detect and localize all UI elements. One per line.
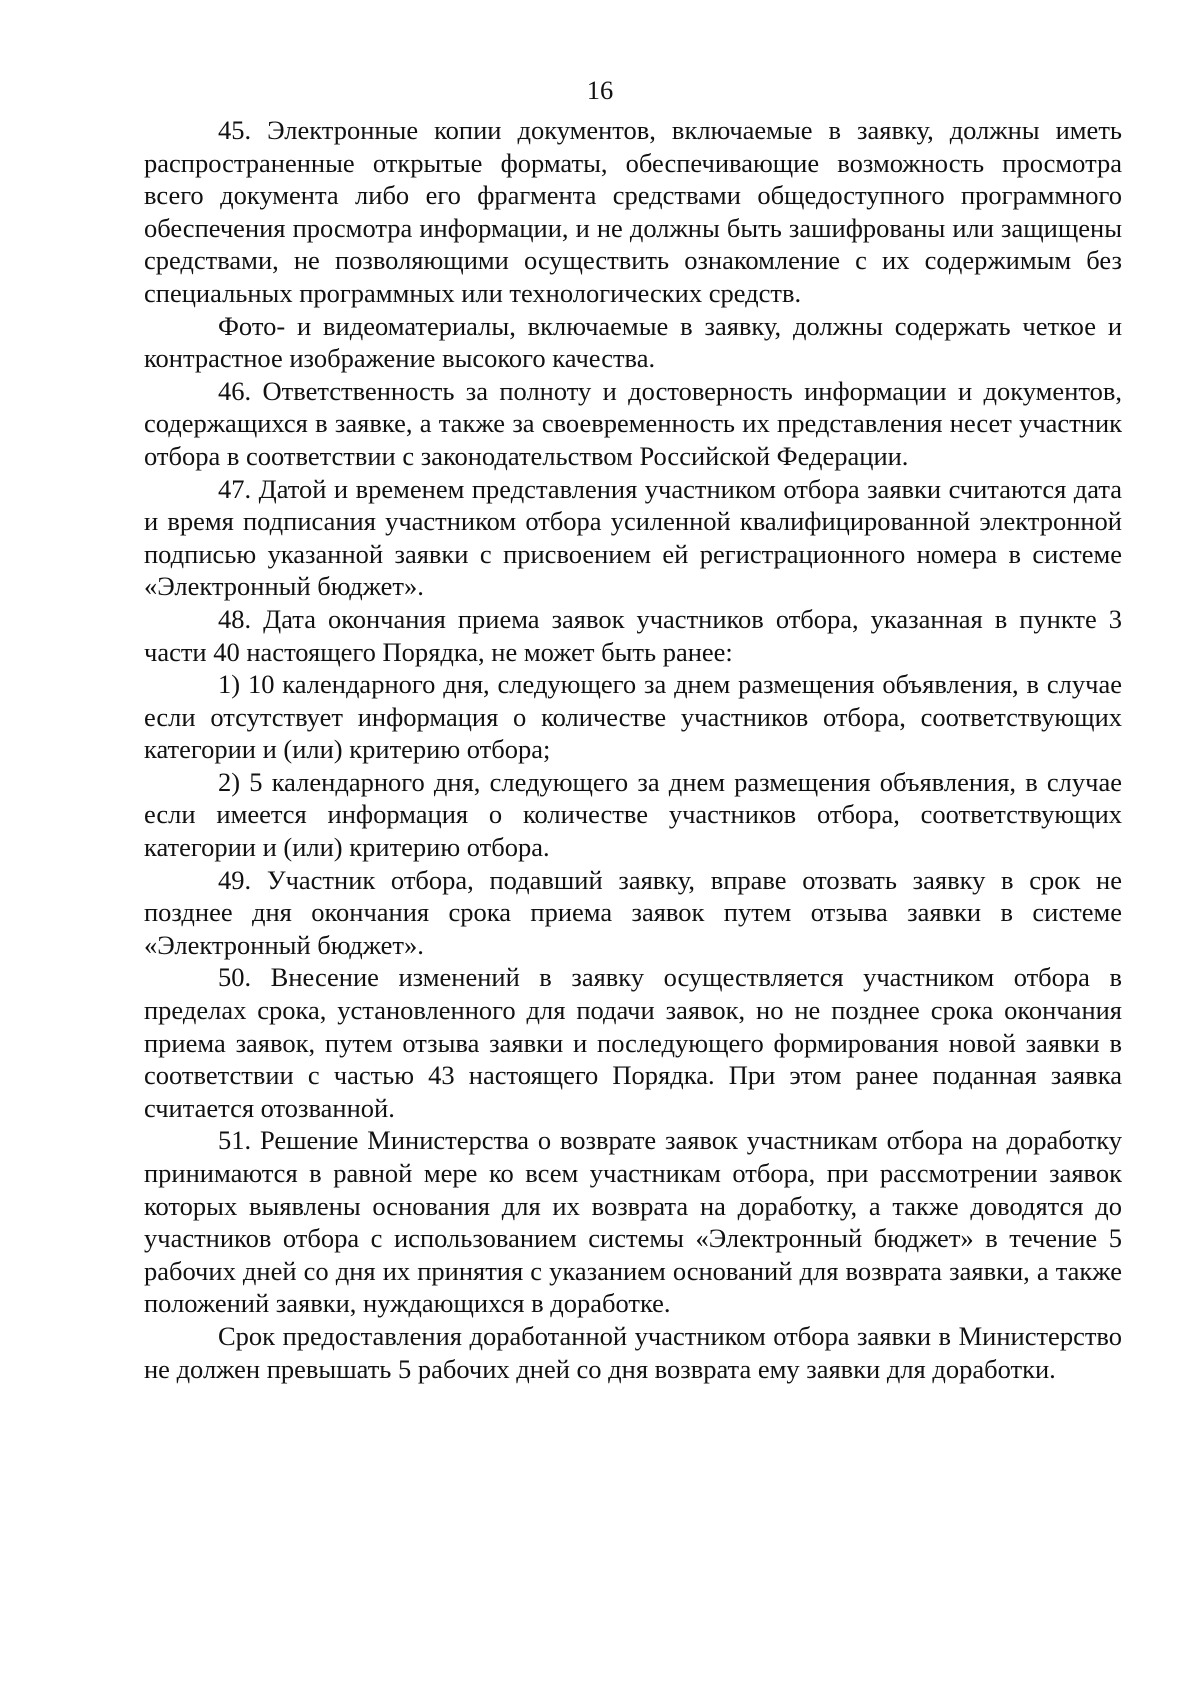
paragraph-photo-video-materials: Фото- и видеоматериалы, включаемые в заявку, должны содержать четкое и контрастное изображение высокого качества. — [144, 310, 1122, 374]
page-number: 16 — [586, 75, 614, 105]
paragraph-50-amendments: 50. Внесение изменений в заявку осуществляется участником отбора в пределах срока, установленного для подачи заявок, но не позднее срока окончания приема заявок, путем отзыва заявки и последующего формирования новой заявки в соответствии с частью 43 настоящего Порядка. При этом ранее поданная заявка считается отозванной. — [144, 962, 1122, 1123]
paragraph-48-deadline: 48. Дата окончания приема заявок участников отбора, указанная в пункте 3 части 40 настоящего Порядка, не может быть ранее: — [144, 603, 1122, 667]
list-item-48-2: 2) 5 календарного дня, следующего за днем размещения объявления, в случае если имеется информация о количестве участников отбора, соответствующих категории и (или) критерию отбора. — [144, 766, 1122, 863]
paragraph-51-return-for-revision: 51. Решение Министерства о возврате заявок участникам отбора на доработку принимаются в равной мере ко всем участникам отбора, при рассмотрении заявок которых выявлены основания для их возврата на доработку, а также доводятся до участников отбора с использованием системы «Электронный бюджет» в течение 5 рабочих дней со дня их принятия с указанием оснований для возврата заявки, а также положений заявки, нуждающихся в доработке. — [144, 1125, 1122, 1319]
document-body — [144, 114, 1122, 1385]
paragraph-46-responsibility: 46. Ответственность за полноту и достоверность информации и документов, содержащихся в заявке, а также за своевременность их представления несет участник отбора в соответствии с законодательством Российской Федерации. — [144, 375, 1122, 471]
paragraph-47-submission-date: 47. Датой и временем представления участником отбора заявки считаются дата и время подписания участником отбора усиленной квалифицированной электронной подписью указанной заявки с присвоением ей регистрационного номера в системе «Электронный бюджет». — [144, 473, 1122, 602]
list-item-48-1: 1) 10 календарного дня, следующего за днем размещения объявления, в случае если отсутствует информация о количестве участников отбора, соответствующих категории и (или) критерию отбора; — [144, 669, 1122, 765]
paragraph-45-electronic-copies: 45. Электронные копии документов, включаемые в заявку, должны иметь распространенные открытые форматы, обеспечивающие возможность просмотра всего документа либо его фрагмента средствами общедоступного программного обеспечения просмотра информации, и не должны быть зашифрованы или защищены средствами, не позволяющими осуществить ознакомление с их содержимым без специальных программных или технологических средств. — [144, 115, 1122, 308]
paragraph-revision-deadline: Срок предоставления доработанной участником отбора заявки в Министерство не должен превышать 5 рабочих дней со дня возврата ему заявки для доработки. — [144, 1320, 1122, 1384]
paragraph-49-withdrawal: 49. Участник отбора, подавший заявку, вправе отозвать заявку в срок не позднее дня окончания срока приема заявок путем отзыва заявки в системе «Электронный бюджет». — [144, 864, 1122, 960]
